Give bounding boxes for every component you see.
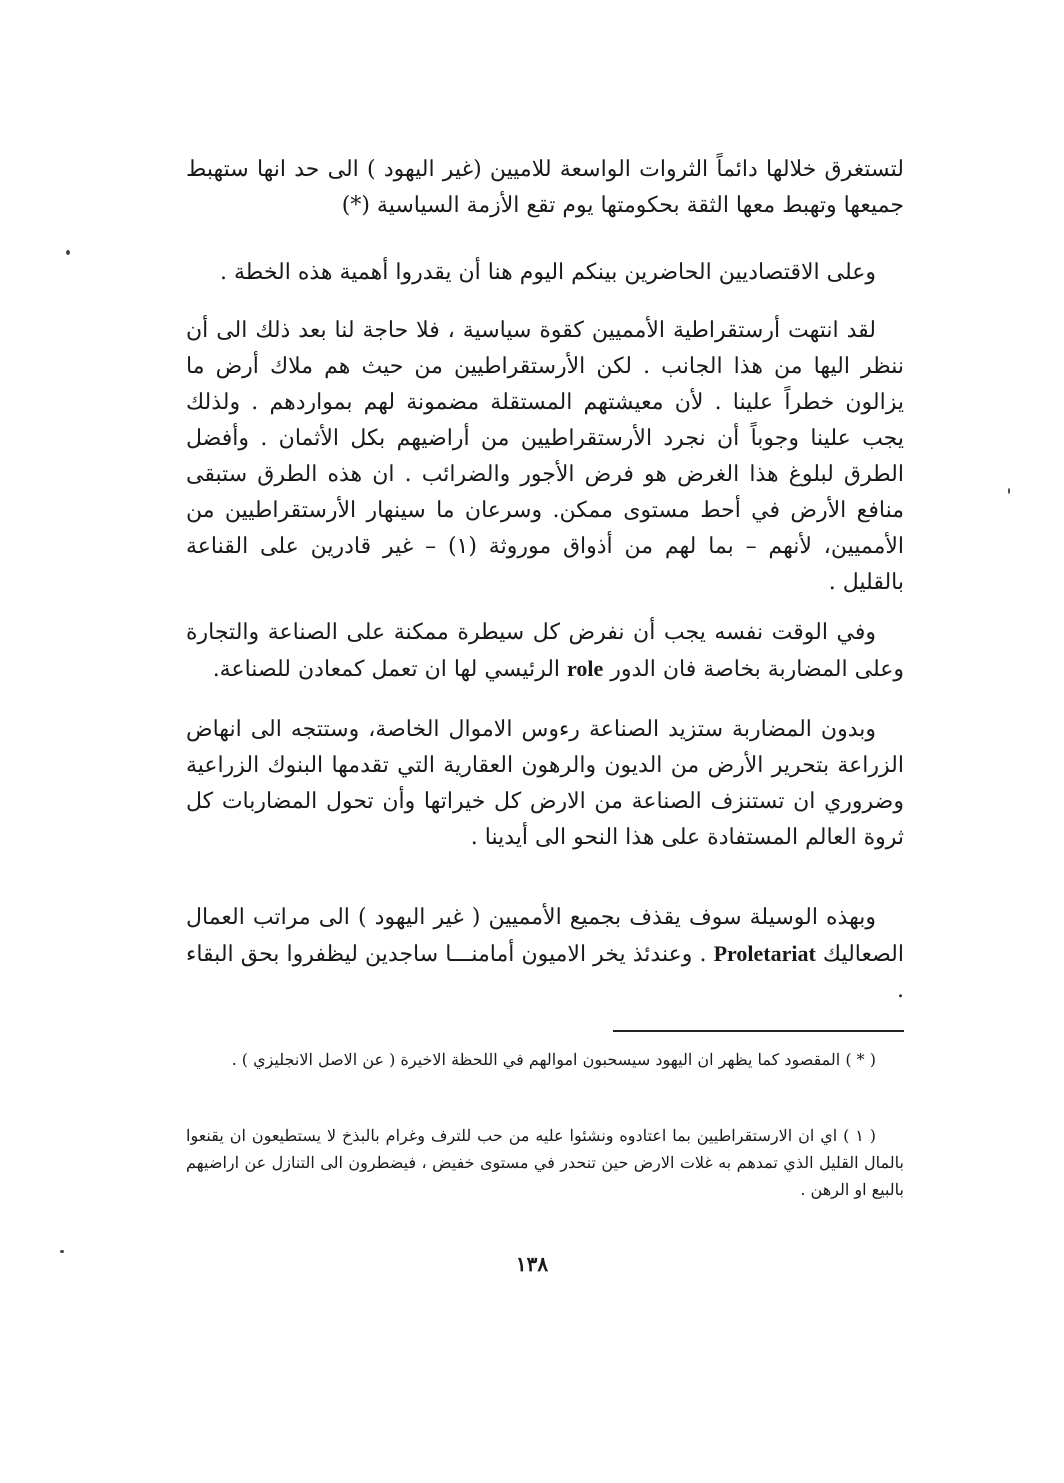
foreign-term-proletariat: Proletariat bbox=[713, 941, 816, 966]
paragraph-1: لتستغرق خلالها دائماً الثروات الواسعة للاميين (غير اليهود ) الى حد انها ستهبط جميعها وتهبط معها الثقة بحكومتها يوم تقع الأزمة السياسية (*) bbox=[186, 157, 904, 218]
footnote-1: ( * ) المقصود كما يظهر ان اليهود سيسحبون اموالهم في اللحظة الاخيرة ( عن الاصل الانجليزي ) . bbox=[231, 1050, 876, 1069]
scan-speck bbox=[60, 1250, 64, 1253]
scan-speck bbox=[1008, 488, 1010, 494]
paragraph-4 bbox=[186, 615, 904, 688]
paragraph-4-text-end: الرئيسي لها ان تعمل كمعادن للصناعة. bbox=[212, 657, 561, 682]
foreign-term-role: role bbox=[567, 656, 604, 681]
scan-speck bbox=[66, 250, 70, 255]
paragraph-4-text-start: وفي الوقت نفسه يجب أن نفرض كل سيطرة ممكنة على الصناعة والتجارة وعلى المضاربة بخاصة فان الدور bbox=[186, 620, 904, 682]
paragraph-6-text-end: . وعندئذ يخر الاميون أمامنـــا ساجدين ليظفروا بحق البقاء . bbox=[186, 942, 904, 1003]
paragraph-6 bbox=[186, 900, 904, 1009]
paragraph-5: وبدون المضاربة ستزيد الصناعة رءوس الاموال الخاصة، وستتجه الى انهاض الزراعة بتحرير الأرض من الديون والرهون العقارية التي تقدمها البنوك الزراعية وضروري ان تستنزف الصناعة من الارض كل خيراتها وأن تحول المضاربات كل ثروة العالم المستفادة على هذا النحو الى أيدينا . bbox=[186, 717, 904, 850]
page-number: ١٣٨ bbox=[515, 1252, 549, 1276]
paragraph-2: وعلى الاقتصاديين الحاضرين بينكم اليوم هنا أن يقدروا أهمية هذه الخطة . bbox=[219, 260, 876, 285]
footnote-separator bbox=[613, 1030, 904, 1032]
footnote-2: ( ١ ) اي ان الارستقراطيين بما اعتادوه ونشئوا عليه من حب للترف وغرام بالبذخ لا يستطيعون ان يقنعوا بالمال القليل الذي تمدهم به غلات الارض حين تنحدر في مستوى خفيض ، فيضطرون الى التنازل عن اراضيهم بالبيع او الرهن . bbox=[186, 1126, 904, 1199]
paragraph-3: لقد انتهت أرستقراطية الأمميين كقوة سياسية ، فلا حاجة لنا بعد ذلك الى أن ننظر اليها من هذا الجانب . لكن الأرستقراطيين من حيث هم ملاك أرض ما يزالون خطراً علينا . لأن معيشتهم المستقلة مضمونة لهم بمواردهم . ولذلك يجب علينا وجوباً أن نجرد الأرستقراطيين من أراضيهم بكل الأثمان . وأفضل الطرق لبلوغ هذا الغرض هو فرض الأجور والضرائب . ان هذه الطرق ستبقى منافع الأرض في أحط مستوى ممكن. وسرعان ما سينهار الأرستقراطيين من الأمميين، لأنهم – بما لهم من أذواق موروثة (١) – غير قادرين على القناعة بالقليل . bbox=[186, 318, 905, 595]
paragraph-6-text-start: وبهذه الوسيلة سوف يقذف بجميع الأمميين ( غير اليهود ) الى مراتب العمال الصعاليك bbox=[186, 905, 904, 967]
